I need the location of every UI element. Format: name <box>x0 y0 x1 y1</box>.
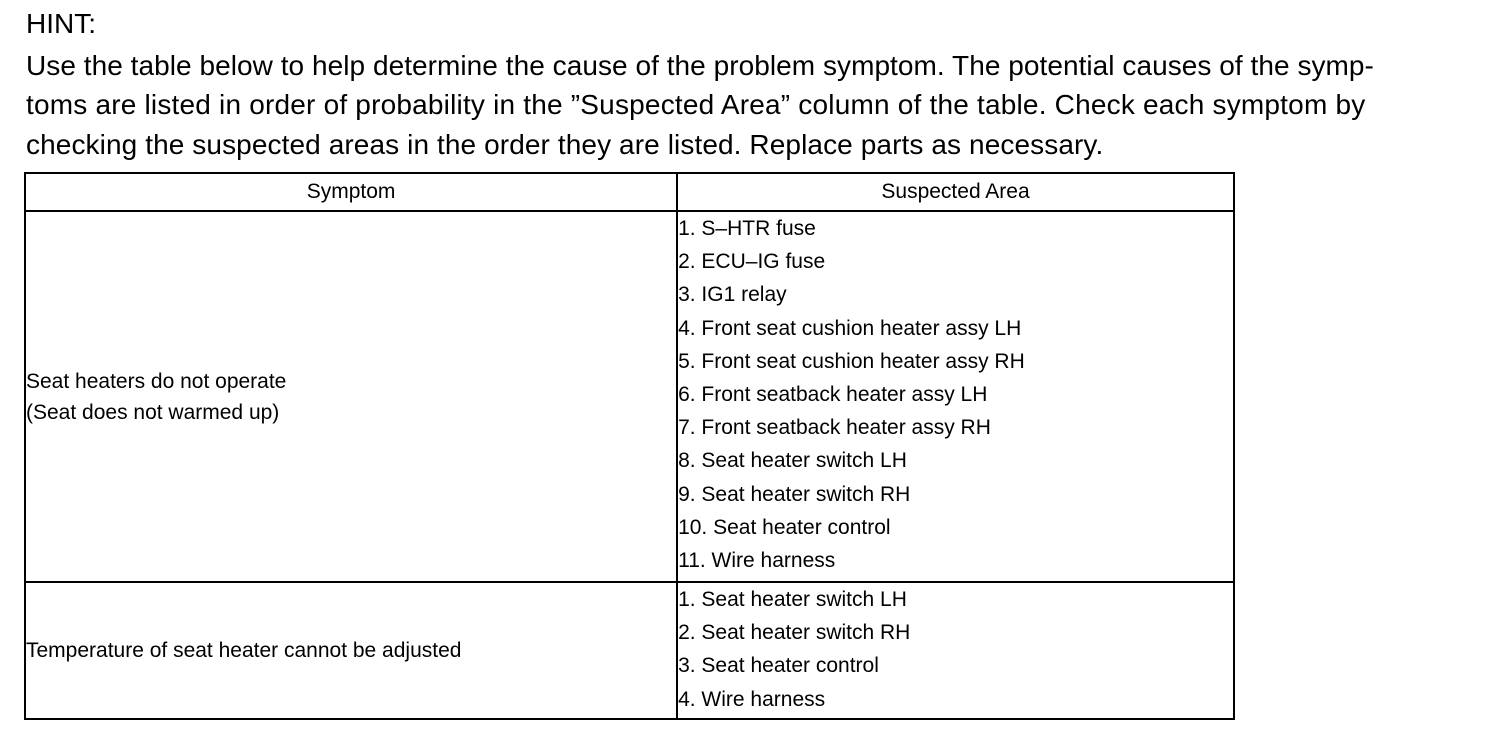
suspected-area-cell <box>677 582 1234 719</box>
symptom-column-header: Symptom <box>25 173 677 211</box>
symptom-text-line: Seat heaters do not operate <box>26 369 287 393</box>
list-item: 4. Wire harness <box>678 687 826 711</box>
symptom-text-line: Temperature of seat heater cannot be adjusted <box>26 639 462 662</box>
suspected-area-list <box>678 212 1233 577</box>
suspected-area-column-header: Suspected Area <box>677 173 1234 211</box>
problem-symptoms-table <box>24 172 1235 720</box>
symptom-cell <box>25 582 677 719</box>
suspected-area-list <box>678 583 1233 716</box>
list-item: 5. Front seat cushion heater assy RH <box>678 349 1025 373</box>
hint-title: HINT: <box>26 8 96 39</box>
list-item: 6. Front seatback heater assy LH <box>678 382 988 406</box>
hint-text-line: toms are listed in order of probability in the ”Suspected Area” column of the table. Check each symptom by <box>26 89 1366 120</box>
table-row <box>25 211 1234 582</box>
list-item: 2. ECU–IG fuse <box>678 250 826 274</box>
symptom-text-line: (Seat does not warmed up) <box>26 400 280 424</box>
list-item: 10. Seat heater control <box>678 515 891 539</box>
table-row <box>25 582 1234 719</box>
symptom-cell <box>25 211 677 582</box>
suspected-area-cell <box>677 211 1234 582</box>
list-item: 1. S–HTR fuse <box>678 217 816 240</box>
list-item: 1. Seat heater switch LH <box>678 588 907 611</box>
list-item: 3. IG1 relay <box>678 283 787 307</box>
table-header-row <box>25 173 1234 211</box>
list-item: 11. Wire harness <box>678 548 836 572</box>
list-item: 9. Seat heater switch RH <box>678 482 911 506</box>
hint-text-line: checking the suspected areas in the order they are listed. Replace parts as necessary. <box>26 129 1104 160</box>
hint-text-line: Use the table below to help determine the cause of the problem symptom. The potential causes of the symp- <box>26 50 1374 81</box>
list-item: 4. Front seat cushion heater assy LH <box>678 316 1022 340</box>
list-item: 8. Seat heater switch LH <box>678 449 907 473</box>
list-item: 2. Seat heater switch RH <box>678 621 911 645</box>
list-item: 3. Seat heater control <box>678 654 879 678</box>
list-item: 7. Front seatback heater assy RH <box>678 416 991 440</box>
